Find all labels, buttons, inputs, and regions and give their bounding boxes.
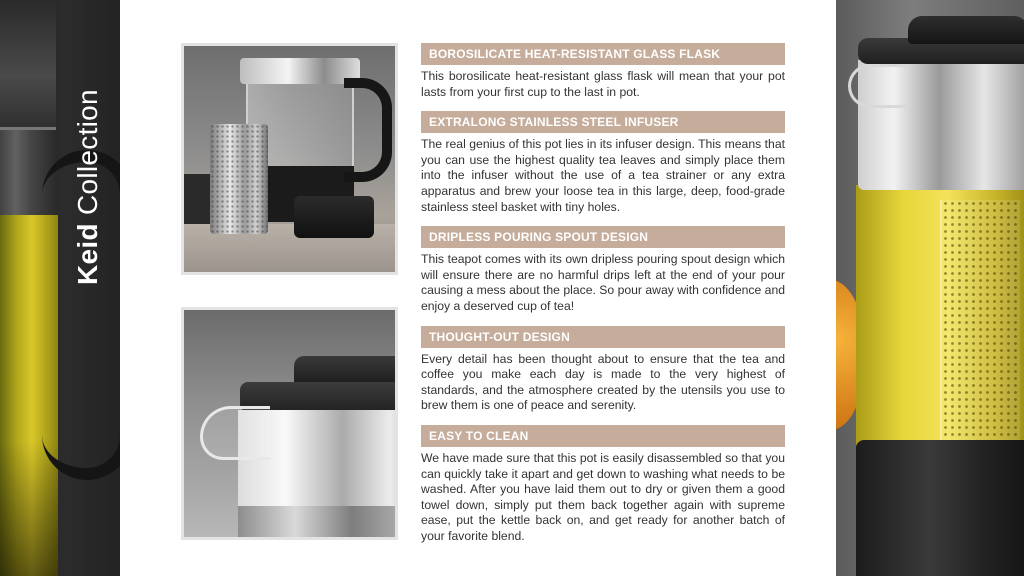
feature-heading: EASY TO CLEAN — [421, 425, 785, 447]
teapot-lid — [0, 0, 56, 130]
steel-infuser — [940, 200, 1020, 440]
lid-knob — [908, 16, 1024, 44]
feature-description: This borosilicate heat-resistant glass flask will mean that your pot lasts from your first cup to the last in pot. — [421, 69, 785, 99]
feature-section — [421, 43, 785, 100]
feature-description: Every detail has been thought about to ensure that the tea and coffee you make each day is made to the very highest of standards, and the atmosphere created by the utensils you use to brew them is one of peace and serenity. — [421, 351, 785, 413]
collection-title-light: Collection — [72, 89, 103, 224]
feature-description: This teapot comes with its own dripless pouring spout design which will ensure there are no harmful drips left at the end of your pour causing a mess about the place. So pour away with confidence and enjoy a deserved cup of tea! — [421, 252, 785, 313]
right-teapot-photo — [836, 0, 1024, 576]
collection-title-bold: Keid — [72, 223, 103, 285]
teapot-handle — [344, 78, 392, 182]
feature-section — [421, 425, 785, 545]
feature-description: The real genius of this pot lies in its infuser design. This means that you can use the highest quality tea leaves and simply place them into the infuser without the use of a tea strainer or any extra apparatus and brew your loose tea in this large, deep, food-grade stainless steel basket with tiny holes. — [421, 137, 785, 214]
teapot-base — [856, 440, 1024, 576]
feature-heading: BOROSILICATE HEAT-RESISTANT GLASS FLASK — [421, 43, 785, 65]
steel-infuser — [210, 124, 268, 234]
infuser-cap — [294, 196, 374, 238]
product-photo-pouring-spout — [181, 307, 398, 540]
feature-section — [421, 326, 785, 414]
feature-section — [421, 111, 785, 215]
collection-title — [74, 89, 102, 285]
feature-heading: DRIPLESS POURING SPOUT DESIGN — [421, 226, 785, 248]
product-photo-teapot-with-infuser — [181, 43, 398, 275]
pouring-spout — [848, 64, 908, 108]
feature-list — [421, 43, 785, 555]
feature-heading: EXTRALONG STAINLESS STEEL INFUSER — [421, 111, 785, 133]
feature-description: We have made sure that this pot is easily disassembled so that you can quickly take it apart and get down to washing what needs to be washed. After you have laid them out to dry or given them a good towel down, simply put them back together again with supreme ease, put the kettle back on, and get ready for another batch of your favorite blend. — [421, 450, 785, 543]
feature-heading: THOUGHT-OUT DESIGN — [421, 326, 785, 348]
glass-flask — [238, 506, 398, 540]
feature-section — [421, 226, 785, 314]
pouring-spout — [200, 406, 270, 460]
left-teapot-photo — [0, 0, 120, 576]
